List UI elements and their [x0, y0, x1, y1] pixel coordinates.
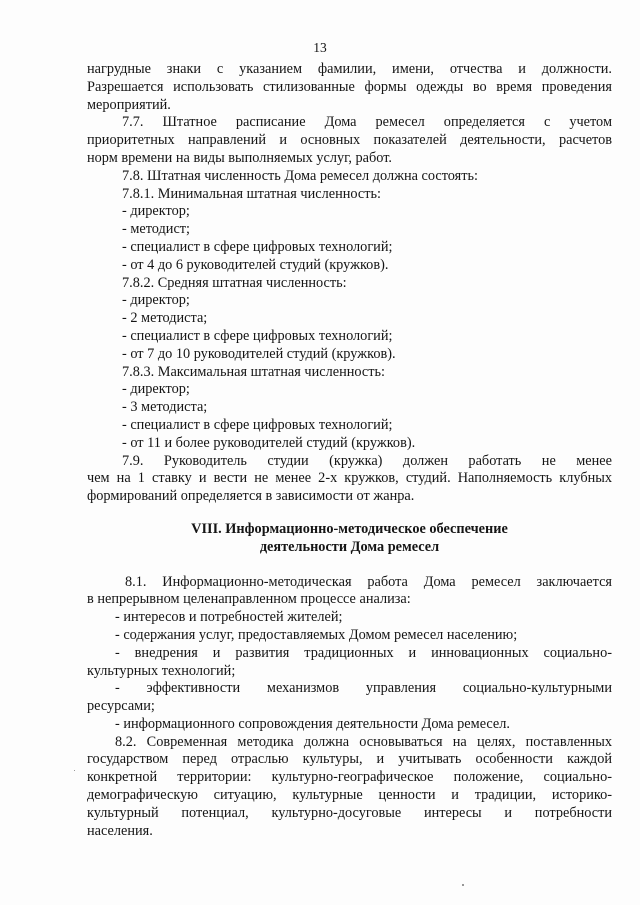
text-line: 7.7. Штатное расписание Дома ремесел определяется с учетом [122, 114, 612, 131]
list-item: - специалист в сфере цифровых технологий; [122, 238, 393, 255]
text-line: 7.9. Руководитель студии (кружка) должен работать не менее [122, 452, 612, 469]
section-heading: VIII. Информационно-методическое обеспечение [191, 520, 508, 537]
list-item: - от 11 и более руководителей студий (кружков). [122, 434, 416, 451]
list-item: - 2 методиста; [122, 310, 208, 327]
list-item: - 3 методиста; [122, 399, 208, 416]
text-line: культурных технологий; [87, 662, 236, 679]
text-line: 7.8. Штатная численность Дома ремесел должна состоять: [122, 167, 478, 184]
text-line: культурный потенциал, культурно-досуговые интересы и потребности [87, 804, 612, 821]
list-item: - от 7 до 10 руководителей студий (кружков). [122, 345, 396, 362]
text-line: 8.2. Современная методика должна основываться на целях, поставленных [115, 733, 612, 750]
list-item: - интересов и потребностей жителей; [115, 609, 343, 626]
scan-speck [74, 770, 75, 771]
text-line: чем на 1 ставку и вести не менее 2-х кружков, студий. Наполняемость клубных [87, 470, 612, 487]
list-item: - директор; [122, 381, 190, 398]
page-number: 13 [313, 40, 327, 55]
text-line: населения. [87, 822, 153, 839]
text-line: 7.8.2. Средняя штатная численность: [122, 274, 347, 291]
scan-speck [462, 884, 464, 886]
list-item: - от 4 до 6 руководителей студий (кружков). [122, 256, 389, 273]
text-line: конкретной территории: культурно-географическое положение, социально- [87, 769, 612, 786]
text-line: 7.8.1. Минимальная штатная численность: [122, 185, 381, 202]
list-item: - специалист в сфере цифровых технологий; [122, 416, 393, 433]
text-line: норм времени на виды выполняемых услуг, работ. [87, 149, 392, 166]
text-line: приоритетных направлений и основных показателей деятельности, расчетов [87, 132, 612, 149]
text-line: формирований определяется в зависимости от жанра. [87, 488, 415, 505]
list-item: - директор; [122, 292, 190, 309]
section-heading: деятельности Дома ремесел [259, 538, 440, 555]
text-line: государством перед отраслью культуры, и учитывать особенности каждой [87, 751, 612, 768]
list-item: - методист; [122, 221, 191, 238]
text-line: Разрешается использовать стилизованные формы одежды во время проведения [87, 78, 612, 95]
spacer [87, 506, 612, 521]
list-item: - специалист в сфере цифровых технологий; [122, 327, 393, 344]
text-line: 8.1. Информационно-методическая работа Дома ремесел заключается [125, 573, 612, 590]
list-item: - директор; [122, 203, 190, 220]
list-item: - эффективности механизмов управления социально-культурными [115, 680, 612, 697]
list-item: - внедрения и развития традиционных и инновационных социально- [115, 644, 612, 661]
spacer [87, 557, 612, 574]
text-line: демографическую ситуацию, культурные ценности и традиции, историко- [87, 787, 612, 804]
text-line: в непрерывном целенаправленном процессе анализа: [87, 591, 411, 608]
list-item: - содержания услуг, предоставляемых Домом ремесел населению; [115, 626, 518, 643]
document-body [87, 61, 612, 840]
text-line: нагрудные знаки с указанием фамилии, имени, отчества и должности. [87, 61, 612, 77]
text-line: 7.8.3. Максимальная штатная численность: [122, 363, 385, 380]
text-line: мероприятий. [87, 96, 171, 113]
text-line: ресурсами; [87, 698, 155, 715]
list-item: - информационного сопровождения деятельности Дома ремесел. [115, 715, 510, 732]
